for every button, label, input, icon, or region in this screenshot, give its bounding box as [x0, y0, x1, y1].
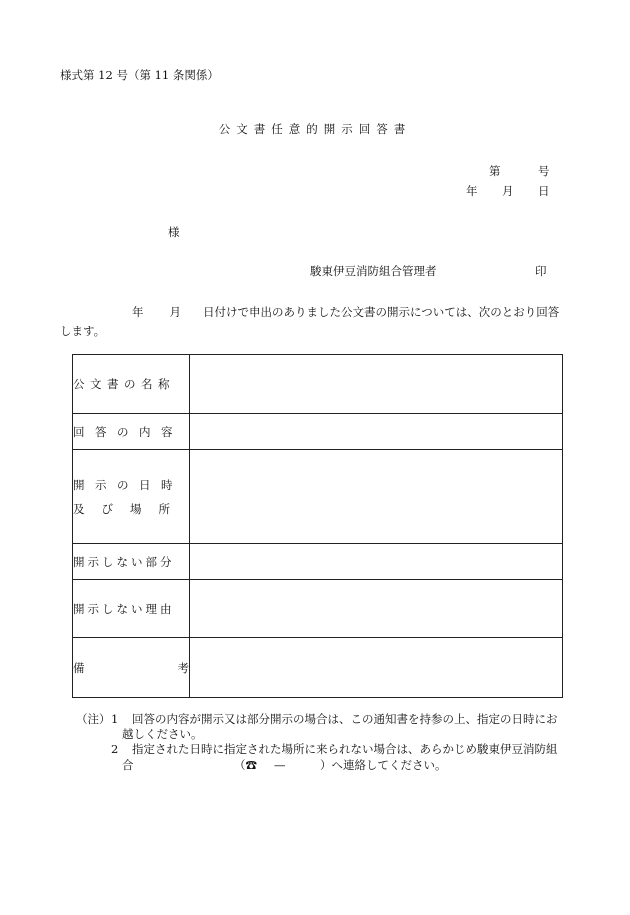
table-row: [73, 450, 563, 544]
table-row: [73, 414, 563, 450]
table-row: [73, 544, 563, 580]
date-day: 日: [538, 184, 550, 198]
label-remarks-left: 備: [73, 660, 85, 675]
row-value-undisclosed-part: [190, 544, 563, 580]
note-1-line2: 越しください。: [122, 727, 203, 741]
table-row: [73, 355, 563, 414]
note-2-phone-open: （☎: [234, 758, 257, 772]
body-year: 年: [132, 305, 144, 319]
date-year: 年: [466, 184, 478, 198]
form-id: 様式第 12 号（第 11 条関係）: [60, 68, 219, 82]
doc-number-go: 号: [538, 164, 550, 178]
note-2-line2-start: 合: [122, 758, 134, 772]
label-remarks-right: 考: [177, 660, 189, 675]
addressee-honorific: 様: [168, 225, 180, 239]
seal-mark: 印: [535, 264, 547, 278]
note-2-number: 2: [111, 742, 119, 756]
row-value-document-name: [190, 355, 563, 414]
label-undisclosed-part: 開示しない部分: [73, 554, 175, 569]
row-label: [73, 580, 190, 638]
row-value-disclosure-datetime: [190, 450, 563, 544]
label-undisclosed-reason: 開示しない理由: [73, 601, 175, 616]
sender-name: 駿東伊豆消防組合管理者: [310, 264, 437, 278]
date-month: 月: [502, 184, 514, 198]
row-label: [73, 414, 190, 450]
row-label: [73, 450, 190, 544]
notes-prefix: （注）: [76, 712, 111, 726]
row-value-response-content: [190, 414, 563, 450]
body-text-line1: 日付けで申出のありました公文書の開示については、次のとおり回答: [203, 305, 560, 319]
row-label: [73, 638, 190, 698]
label-disclosure-datetime: 開示の日時: [73, 477, 183, 492]
body-paragraph-line2: します。: [60, 324, 106, 338]
note-1-line1: 回答の内容が開示又は部分開示の場合は、この通知書を持参の上、指定の日時にお: [132, 712, 558, 726]
row-label: [73, 355, 190, 414]
row-value-remarks: [190, 638, 563, 698]
note-2-line1: 指定された日時に指定された場所に来られない場合は、あらかじめ駿東伊豆消防組: [132, 742, 558, 756]
label-and-place: 及び場所: [73, 501, 187, 516]
document-title: 公文書任意的開示回答書: [218, 122, 412, 136]
note-2-line2-end: ）へ連絡してください。: [320, 758, 447, 772]
table-row: [73, 638, 563, 698]
note-2-phone-dash: —: [274, 758, 286, 772]
doc-number-dai: 第: [489, 164, 501, 178]
label-document-name: 公文書の名称: [73, 377, 175, 391]
row-label: [73, 544, 190, 580]
body-month: 月: [169, 305, 181, 319]
row-value-undisclosed-reason: [190, 580, 563, 638]
note-1-number: 1: [111, 712, 119, 726]
table-row: [73, 580, 563, 638]
body-paragraph-line1: [60, 305, 559, 320]
form-table: [72, 354, 563, 698]
label-response-content: 回答の内容: [73, 424, 183, 439]
